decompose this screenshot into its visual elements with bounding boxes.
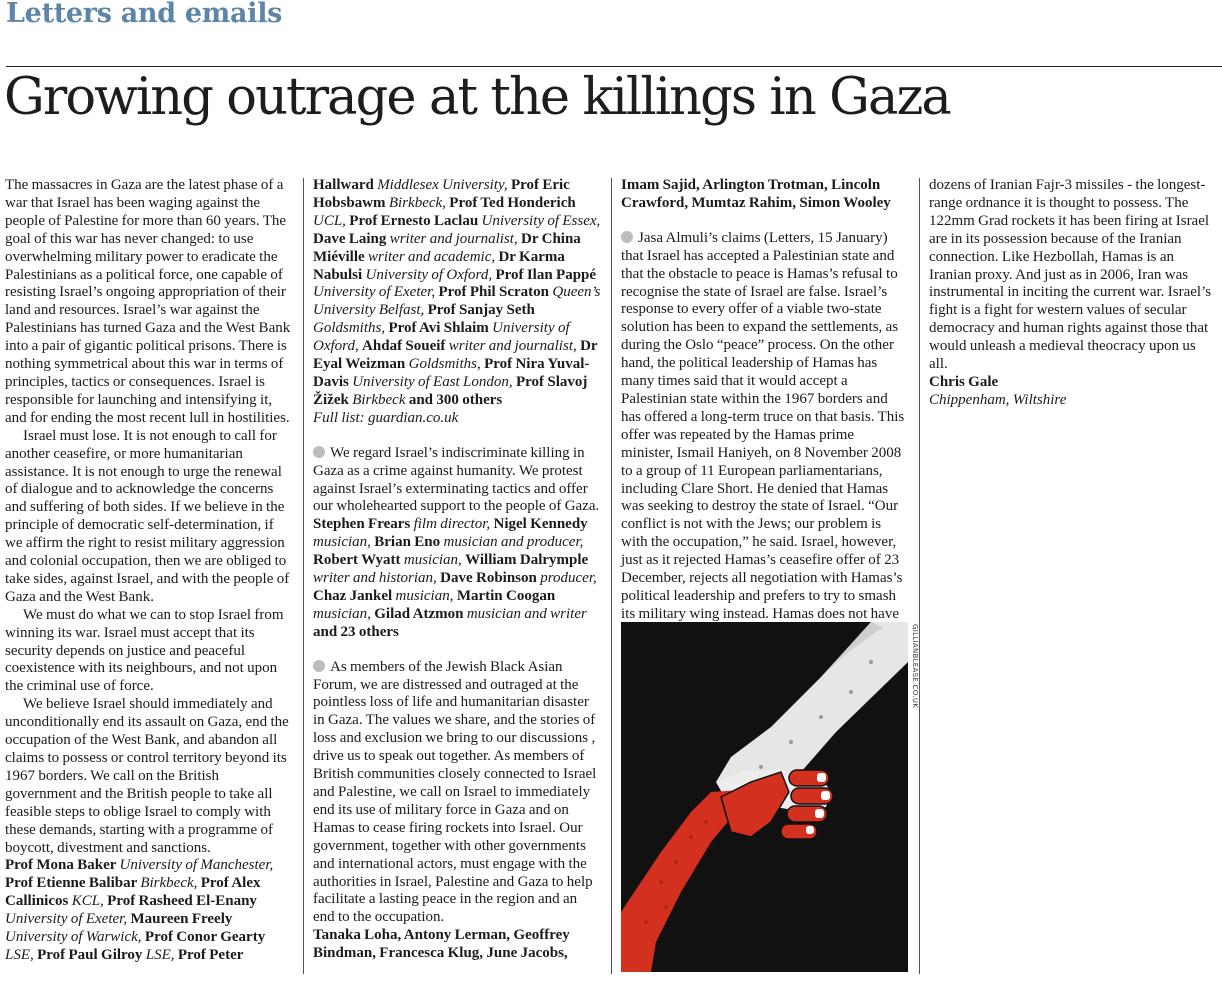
signatory-affiliation: Birkbeck [352, 391, 409, 408]
signatory-name: Dave Robinson [440, 570, 541, 587]
letter-6-author: Chris Gale [929, 373, 999, 390]
signatory-affiliation: University of Oxford, [365, 266, 496, 283]
signatory-name: Prof Slavoj Žižek [313, 373, 588, 408]
signatory-affiliation: writer and historian, [313, 570, 441, 587]
handshake-icon [621, 622, 908, 972]
signatory-name: Martin Coogan [456, 587, 556, 604]
letter-1-para: We must do what we can to stop Israel from winning its war. Israel must accept that its security depends on justice and peaceful coexistence with its neighbours, and not upon the criminal use of force. [5, 606, 284, 695]
signatory-name: Prof Eric Hobsbawm [313, 177, 570, 211]
signatory-affiliation: University of East London, [352, 373, 516, 390]
bullet-icon [313, 660, 325, 672]
signatory-affiliation: University of Essex, [481, 212, 601, 229]
signatory-name: Prof Mona Baker [5, 857, 120, 874]
signatory-affiliation: University of Exeter, [313, 284, 439, 301]
letter-6-place: Chippenham, Wiltshire [929, 391, 1067, 408]
signatory-name: William Dalrymple [465, 552, 589, 569]
headline: Growing outrage at the killings in Gaza [4, 68, 950, 127]
full-list-link[interactable]: Full list: guardian.co.uk [313, 409, 459, 426]
letter-1-para: The massacres in Gaza are the latest phase of a war that Israel has been waging against the people of Palestine for more than 60 years. The goal of this war has never changed: to use overwhelming military power to eradicate the Palestinians as a political force, one capable of resisting Israel’s ongoing appropriation of their land and resources. Israel’s war against the Palestinians has turned Gaza and the West Bank into a pair of gigantic political prisons. There is nothing symmetrical about this war in terms of principles, tactics or consequences. Israel is responsible for launching and intensifying it, and for ending the most recent lull in hostilities. [5, 177, 291, 426]
signatory-tail: and 300 others [408, 391, 503, 408]
signatory-affiliation: Goldsmiths, [408, 356, 485, 373]
signatory-affiliation: UCL, [313, 212, 350, 229]
signatory-affiliation: musician, [395, 587, 457, 604]
handshake-illustration [621, 622, 908, 972]
signatory-affiliation: University of Manchester, [119, 857, 274, 874]
letters-body [5, 177, 1217, 977]
letter-2-body: We regard Israel’s indiscriminate killing in Gaza as a crime against humanity. We protest against Israel’s exterminating tactics and offer our wholehearted support to the people of Gaza. [313, 444, 600, 515]
signatory-name: Prof Etienne Balibar [5, 875, 141, 892]
letter-1-para: We believe Israel should immediately and unconditionally end its assault on Gaza, end the occupation of the West Bank, and abandon all claims to possess or control territory beyond its 1967 borders. We call on the British government and the British people to take all feasible steps to oblige Israel to comply with these demands, starting with a programme of boycott, divestment and sanctions. [5, 696, 289, 856]
signatory-tail: and 23 others [313, 623, 399, 640]
bullet-icon [313, 446, 325, 458]
signatory-affiliation: writer and journalist, [448, 338, 581, 355]
signatory-name: Prof Paul Gilroy [37, 946, 146, 963]
signatory-name: Prof Sanjay Seth [427, 302, 535, 319]
signatory-affiliation: Birkbeck, [388, 194, 450, 211]
signatory-affiliation: Queen’s University Belfast, [313, 284, 601, 319]
signatory-name: Prof Phil Scraton [438, 284, 553, 301]
bullet-icon [621, 231, 633, 243]
signatory-name: Gilad Atzmon [374, 605, 467, 622]
signatory-name: Prof Ernesto Laclau [349, 212, 482, 229]
signatory-list [313, 516, 597, 622]
signatory-name: Prof Peter Hallward [177, 177, 378, 963]
signatory-affiliation: University of Exeter, [5, 911, 131, 928]
signatory-name: Prof Rasheed El-Enany [107, 893, 257, 910]
signatory-affiliation: LSE, [145, 946, 178, 963]
letter-3-signatories: Tanaka Loha, Antony Lerman, Geoffrey Bindman, Francesca Klug, June Jacobs, Imam Sajid, Arlington Trotman, Lincoln Crawford, Mumtaz Rahim, Simon Wooley [313, 177, 891, 962]
signatory-name: Prof Ilan Pappé [495, 266, 597, 283]
signatory-affiliation: musician, [313, 605, 375, 622]
signatory-affiliation: producer, [540, 570, 597, 587]
signatory-affiliation: musician and producer, [443, 534, 584, 551]
signatory-affiliation: LSE, [5, 946, 38, 963]
signatory-name: Ahdaf Soueif [362, 338, 449, 355]
letter-2-signatories [313, 516, 601, 641]
signatory-name: Prof Ted Honderich [449, 194, 576, 211]
signatory-affiliation: University of Warwick, [5, 929, 145, 946]
signatory-name: Prof Alex Callinicos [5, 875, 261, 910]
signatory-affiliation: musician and writer [466, 605, 587, 622]
signatory-affiliation: writer and academic, [368, 248, 499, 265]
header-rule [6, 66, 1222, 67]
letter-2 [313, 445, 601, 642]
signatory-affiliation: University of Oxford, [313, 320, 570, 355]
signatory-name: Robert Wyatt [313, 552, 404, 569]
signatory-name: Nigel Kennedy [493, 516, 588, 533]
signatory-name: Dr China Miéville [313, 230, 581, 265]
signatory-affiliation: Birkbeck, [140, 875, 201, 892]
signatory-affiliation: musician, [403, 552, 466, 569]
section-label: Letters and emails [6, 0, 283, 29]
signatory-affiliation: Goldsmiths, [313, 320, 389, 337]
signatory-affiliation: film director, [413, 516, 494, 533]
signatory-affiliation: writer and journalist, [389, 230, 522, 247]
signatory-name: Prof Avi Shlaim [388, 320, 493, 337]
signatory-name: Brian Eno [374, 534, 444, 551]
signatory-name: Prof Conor Gearty [144, 929, 266, 946]
signatory-name: Dr Karma Nabulsi [313, 248, 565, 283]
signatory-name: Maureen Freely [130, 911, 233, 928]
letter-6-body: dozens of Iranian Fajr-3 missiles - the longest-range ordnance it is thought to possess. The 122mm Grad rockets it has been firing at Israel are in its possession because of the Iranian connection. Like Hezbollah, Hamas is an Iranian proxy. And just as in 2006, Iran was instrumental in inciting the current war. Israel’s fight is a fight for western values of secular democracy and human rights against those that would unleash a medieval theocracy upon us all. [929, 177, 1212, 373]
signatory-name: Stephen Frears [313, 516, 414, 533]
signatory-name: Dr Eyal Weizman [313, 338, 598, 373]
signatory-affiliation: musician, [313, 534, 375, 551]
letter-3-body: As members of the Jewish Black Asian Forum, we are distressed and outraged at the pointless loss of life and humanitarian disaster in Gaza. The values we share, and the stories of loss and exclusion we bring to our discussions , drive us to speak out together. As members of British communities closely connected to Israel and Palestine, we call on Israel to immediately end its use of military force in Gaza and on Hamas to cease firing rockets into Israel. Our government, together with other governments and international actors, must engage with the authorities in Israel, Palestine and Gaza to help facilitate a lasting peace in the region and an end to the occupation. [313, 658, 597, 926]
signatory-name: Dave Laing [313, 230, 390, 247]
signatory-affiliation: Middlesex University, [377, 177, 511, 193]
letter-1-para: Israel must lose. It is not enough to call for another ceasefire, or more humanitarian assistance. It is not enough to urge the renewal of dialogue and to acknowledge the concerns and suffering of both sides. If we believe in the principle of democratic self-determination, if we affirm the right to resist military aggression and colonial occupation, then we are obliged to take sides, against Israel, and with the people of Gaza and the West Bank. [5, 427, 290, 605]
letter-4-body: Jasa Almuli’s claims (Letters, 15 January) that Israel has accepted a Palestinian state and that the obstacle to peace is Hamas’s refusal to recognise the state of Israel are false. Israel’s response to every offer of a viable two-state solution has been to expand the settlements, as during the Oslo “peace” process. On the other hand, the political leadership of Hamas has many times said that it would accept a Palestinian state within the 1967 borders and has offered a long-term truce on that basis. This offer was repeated by the Hamas prime minister, Ismail Haniyeh, on 8 November 2008 to a group of 11 European parliamentarians, including Clare Short. He denied that Hamas was seeking to destroy the state of Israel. “Our conflict is not with the Jews; our problem is with the occupation,” he said. Israel, however, just as it rejected Hamas’s ceasefire offer of 23 December, rejects all negotiation with Hamas’s political leadership and prefers to try to smash its military wing instead. Hamas does not have [621, 229, 905, 622]
signatory-name: Prof Nira Yuval-Davis [313, 356, 590, 390]
signatory-affiliation: KCL, [71, 893, 108, 910]
signatory-name: Chaz Jankel [313, 587, 396, 604]
illustration-credit: GILLIANBLEASE.CO.UK [911, 624, 919, 709]
